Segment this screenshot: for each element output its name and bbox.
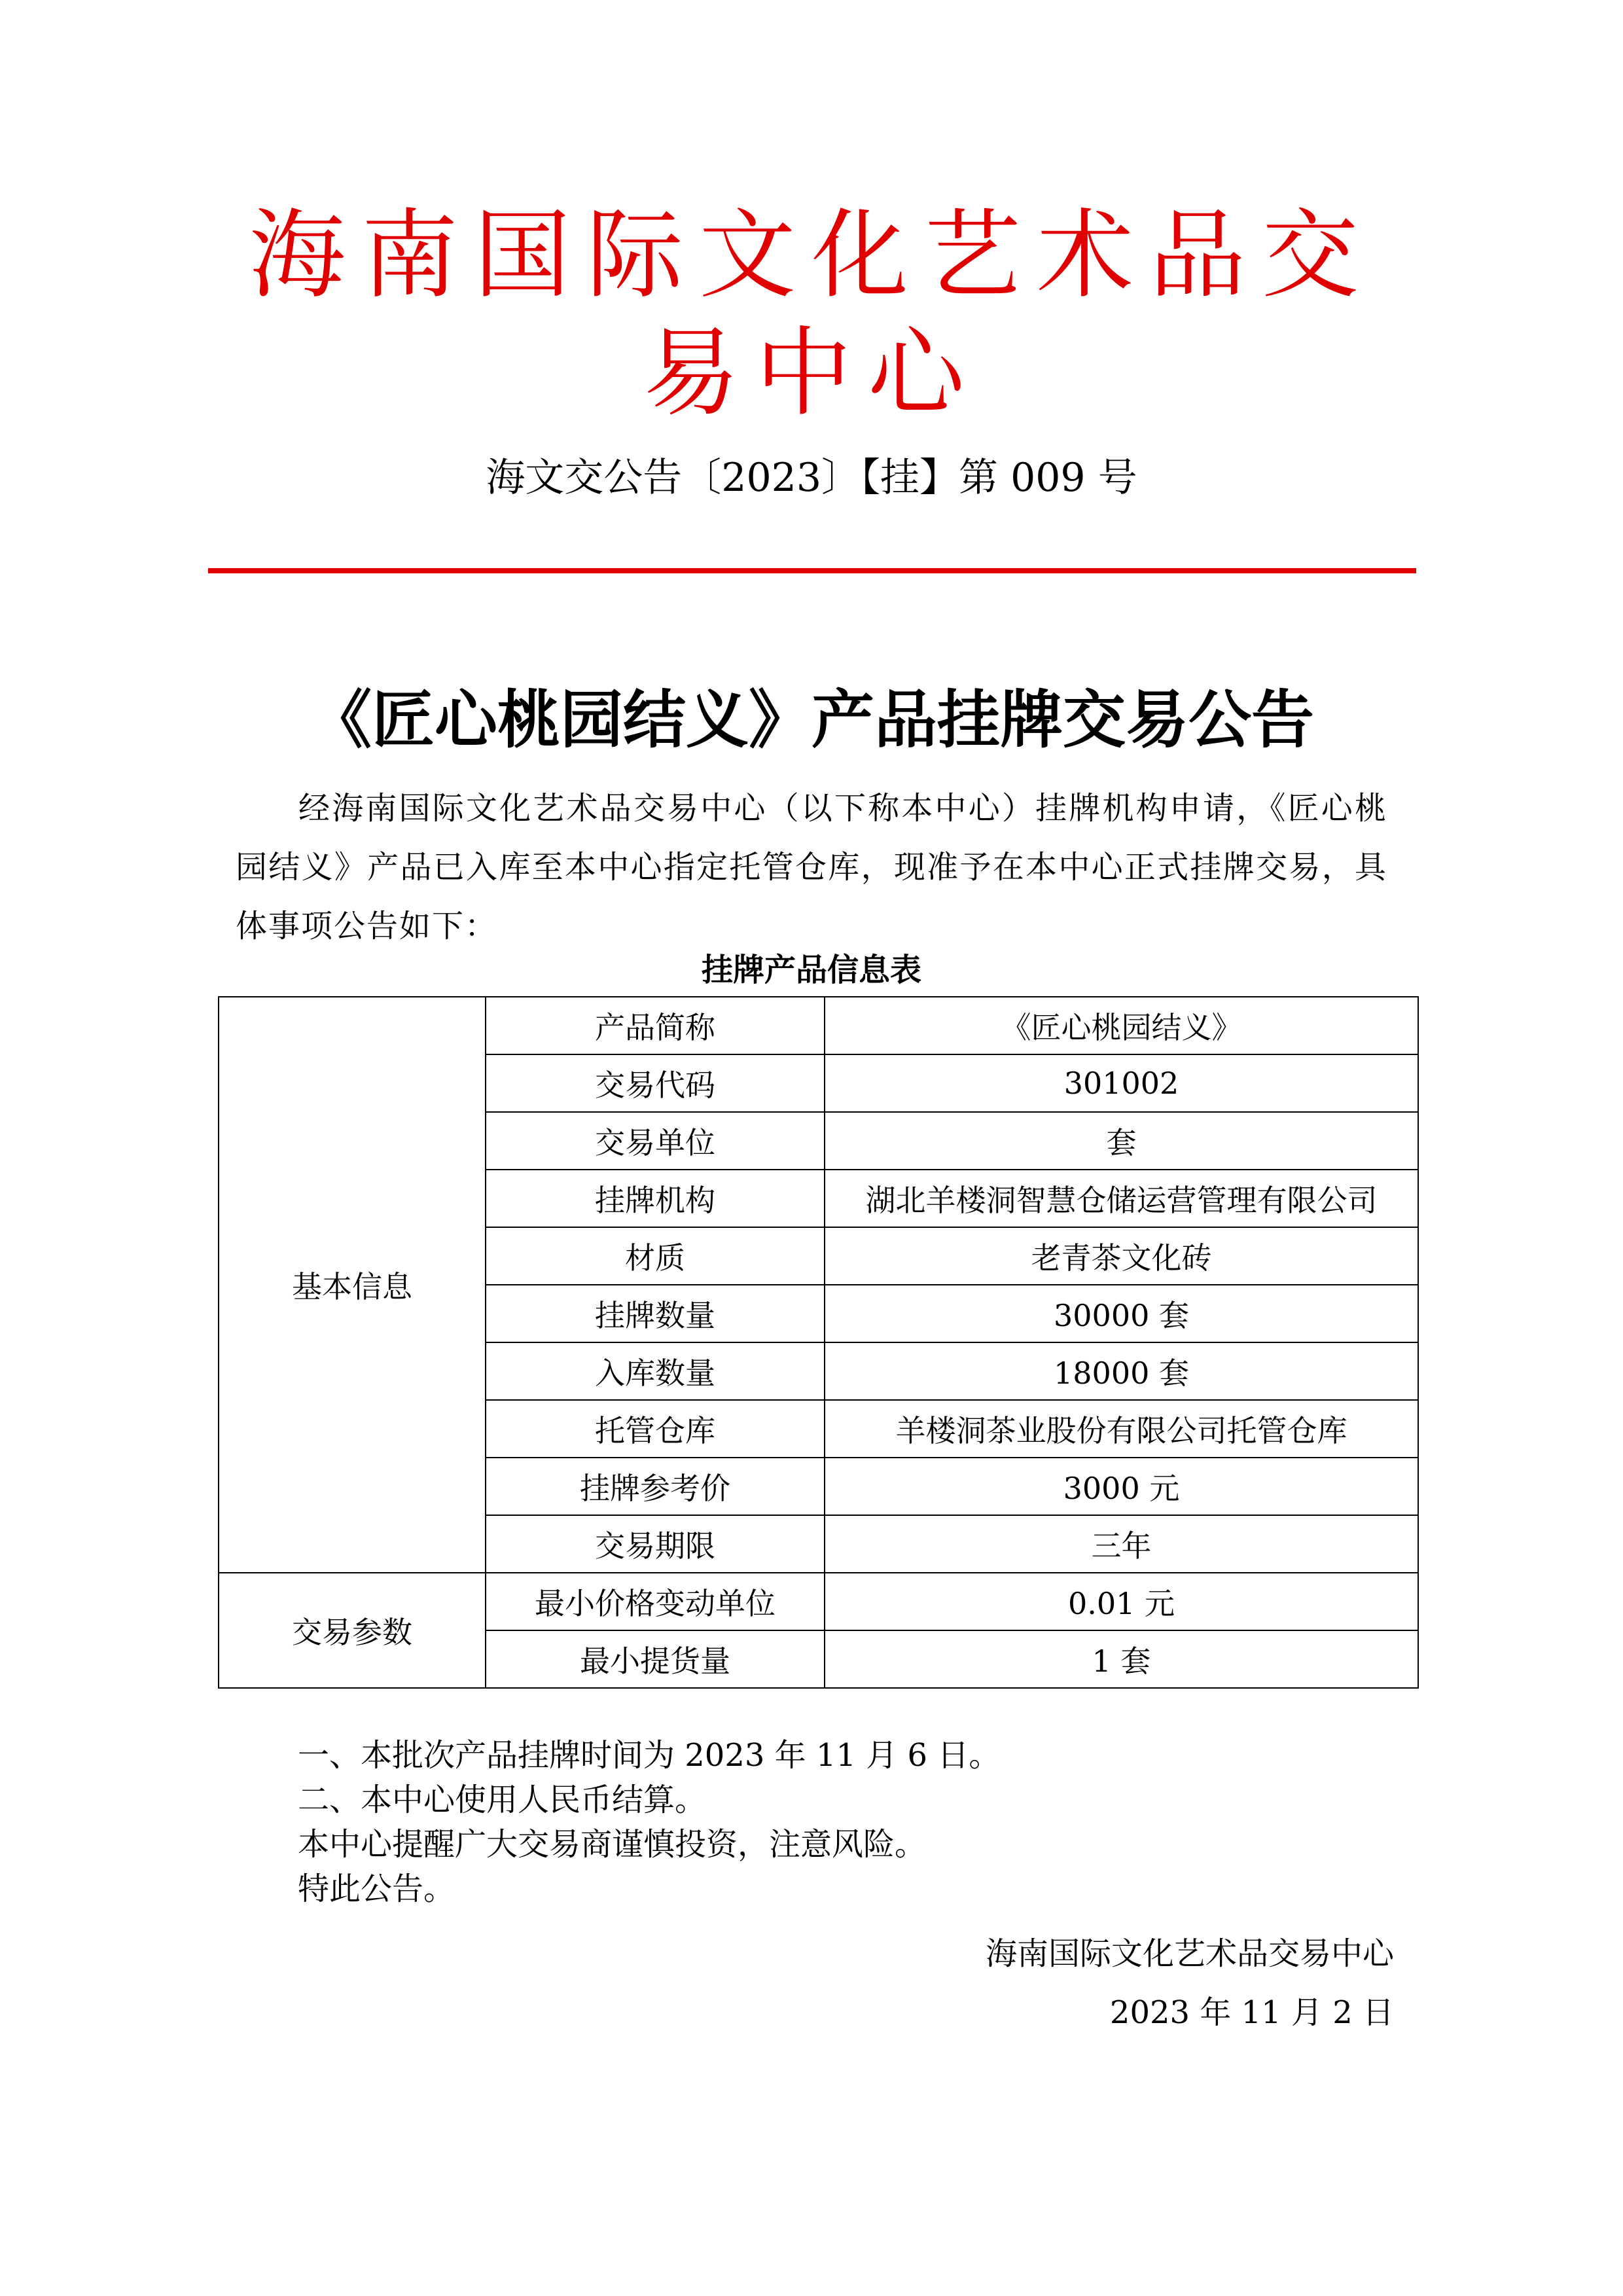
field-value: 《匠心桃园结义》	[825, 997, 1418, 1054]
field-name: 材质	[486, 1227, 825, 1285]
field-value: 0.01 元	[825, 1573, 1418, 1630]
field-value: 1 套	[825, 1630, 1418, 1688]
notes-block	[298, 1733, 1410, 1911]
document-number: 海文交公告〔2023〕【挂】第 009 号	[486, 455, 1137, 501]
table-row	[219, 1573, 1418, 1630]
field-name: 挂牌数量	[486, 1285, 825, 1342]
signature-org: 海南国际文化艺术品交易中心	[985, 1935, 1394, 1972]
field-value: 套	[825, 1112, 1418, 1170]
field-value: 3000 元	[825, 1458, 1418, 1515]
field-value: 湖北羊楼洞智慧仓储运营管理有限公司	[825, 1170, 1418, 1227]
field-value: 30000 套	[825, 1285, 1418, 1342]
field-value: 18000 套	[825, 1342, 1418, 1400]
note-line: 二、本中心使用人民币结算。	[298, 1782, 707, 1818]
field-name: 入库数量	[486, 1342, 825, 1400]
field-name: 托管仓库	[486, 1400, 825, 1458]
note-line: 本中心提醒广大交易商谨慎投资，注意风险。	[298, 1826, 927, 1863]
field-name: 交易期限	[486, 1515, 825, 1573]
intro-paragraph: 经海南国际文化艺术品交易中心（以下称本中心）挂牌机构申请，《匠心桃园结义》产品已入库至本中心指定托管仓库，现准予在本中心正式挂牌交易，具体事项公告如下：	[236, 790, 1387, 944]
signature-date: 2023 年 11 月 2 日	[1109, 1994, 1394, 2031]
group-label-basic-info: 基本信息	[219, 997, 486, 1573]
note-line: 一、本批次产品挂牌时间为 2023 年 11 月 6 日。	[298, 1737, 1001, 1774]
field-name: 交易代码	[486, 1054, 825, 1112]
announcement-title: 《匠心桃园结义》产品挂牌交易公告	[309, 683, 1314, 757]
field-value: 羊楼洞茶业股份有限公司托管仓库	[825, 1400, 1418, 1458]
field-value: 三年	[825, 1515, 1418, 1573]
table-row	[219, 997, 1418, 1054]
field-name: 最小提货量	[486, 1630, 825, 1688]
field-name: 产品简称	[486, 997, 825, 1054]
note-line: 特此公告。	[298, 1871, 455, 1907]
field-value: 301002	[825, 1054, 1418, 1112]
field-name: 挂牌机构	[486, 1170, 825, 1227]
field-name: 挂牌参考价	[486, 1458, 825, 1515]
group-label-trade-params: 交易参数	[219, 1573, 486, 1688]
red-divider-line	[208, 568, 1416, 573]
field-value: 老青茶文化砖	[825, 1227, 1418, 1285]
product-info-table	[218, 996, 1419, 1689]
signature-block	[609, 1924, 1394, 2042]
org-header-title: 海南国际文化艺术品交易中心	[249, 199, 1374, 429]
table-caption: 挂牌产品信息表	[701, 952, 921, 988]
field-name: 交易单位	[486, 1112, 825, 1170]
field-name: 最小价格变动单位	[486, 1573, 825, 1630]
